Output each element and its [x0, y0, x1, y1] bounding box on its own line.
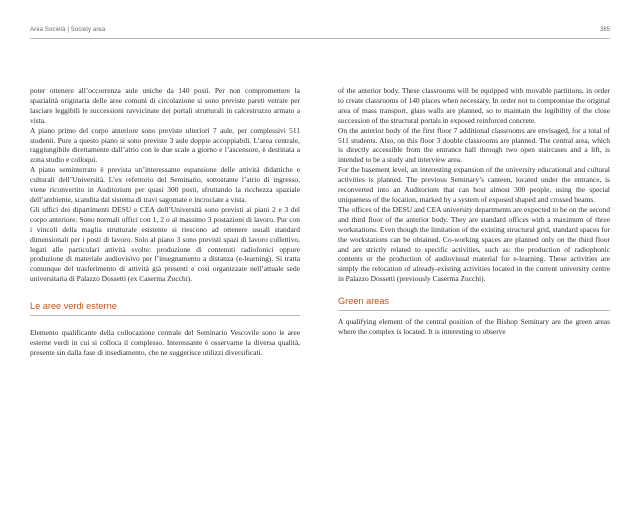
paragraph: Gli uffici dei dipartimenti DESU e CEA dell’Università sono previsti ai piani 2 e 3 del corpo anteriore. Sono normali uffici con 1, 2 o al massimo 3 postazioni di lavoro. Pur con i vincoli della maglia strutturale esistente si riescono ad ottenere usuali standard dimensionali per i posti di lavoro. Solo al piano 3 sono previsti spazi di lavoro collettivo, legati alle particolari attività svolte: produzione di contenuti radiofonici oppure produzione di materiale audiovisivo per l’insegnamento a distanza (e-learning). Si tratta comunque del trasferimento di attività già presenti e così organizzate nell’attuale sede universitaria di Palazzo Dossetti (ex Caserma Zucchi). — [30, 204, 300, 284]
paragraph: On the anterior body of the first floor 7 additional classrooms are envisaged, for a total of 511 students. Also, on this floor 3 double classrooms are planned. The central area, which is directly accessible from the entrance hall through two open staircases and a lift, is intended to be a study and interview area. — [338, 125, 610, 165]
paragraph: poter ottenere all’occorrenza aule uniche da 140 posti. Per non compromettere la spazialità originaria delle aree comuni di circolazione si sono previste pareti vetrate per lasciare leggibili le successioni ravvicinate dei portali strutturali in calcestruzzo armato a vista. — [30, 86, 300, 125]
paragraph: A piano seminterrato è prevista un’interessante espansione delle attività didattiche e culturali dell’Università. L’ex refettorio del Seminario, sottostante l’atrio di ingresso, viene riconvertito in Auditorium per quasi 300 posti, sfruttando la ricchezza spaziale dell’ambiente, scandita dal sistema di travi sagomate e incrociate a vista. — [30, 165, 300, 204]
paragraph: Elemento qualificante della collocazione centrale del Seminario Vescovile sono le aree esterne verdi in cui si colloca il complesso. Interessante è osservarne la diversa qualità, presente sin dalla fase di insediamento, che ne suggerisce utilizzi diversificati. — [30, 328, 300, 357]
section-heading: Green areas — [338, 297, 610, 311]
paragraph: of the anterior body. These classrooms will be equipped with movable partitions, in order to create classrooms of 140 places when necessary. In order not to compromise the original area of mass transport, glass walls are planned, so to maintain the legibility of the close succession of the structural portals in exposed reinforced concrete. — [338, 86, 610, 125]
paragraph: For the basement level, an interesting expansion of the university educational and cultural activities is planned. The previous Seminary’s canteen, located under the entrance, is reconverted into an Auditorium that can host almost 300 people, using the special uniqueness of the location, marked by a system of exposed shaped and crossed beams. — [338, 165, 610, 204]
section-heading: Le aree verdi esterne — [30, 302, 300, 316]
running-head: Area Società | Society area — [30, 27, 106, 33]
page-number: 365 — [599, 27, 610, 33]
paragraph: The offices of the DESU and CEA university departments are expected to be on the second and third floor of the anterior body. They are standard offices with a maximum of three workstations. Even though the limitation of the existing structural grid, standard spaces for the workstations can be obtained. Co-working spaces are planned only on the third floor and are strictly related to specific activities, such as: the production of radiophonic contents or the production of audiovisual material for e-learning. These activities are simply the relocation of already-existing activities located in the current university centre in Palazzo Dossetti (previously Caserma Zucchi). — [338, 204, 610, 284]
header-rule — [30, 38, 610, 39]
italian-text-column — [30, 86, 300, 358]
paragraph: A qualifying element of the central position of the Bishop Seminary are the green areas where the complex is located. It is interesting to observe — [338, 317, 610, 336]
paragraph: A piano primo del corpo anteriore sono previste ulteriori 7 aule, per complessivi 511 studenti. Pure a questo piano si sono previste 3 aule doppie accoppiabili. L’area centrale, raggiungibile direttamente dall’atrio con le due scale a giorno e l’ascensore, è destinata a zona studio e colloqui. — [30, 125, 300, 165]
english-text-column — [338, 86, 610, 337]
